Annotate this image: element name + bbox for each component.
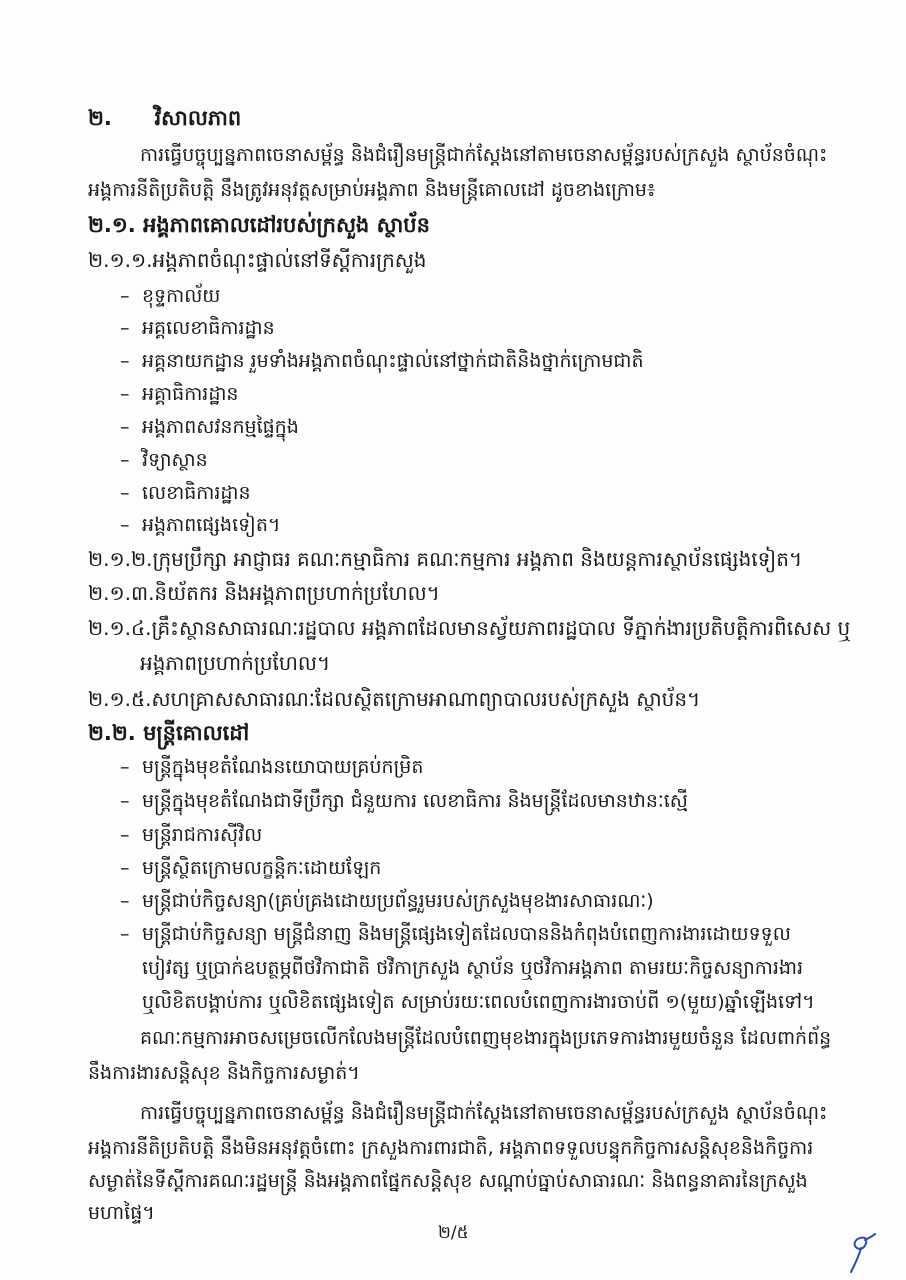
section-title: វិសាលភាព xyxy=(154,106,242,130)
subsection-number: ២.១. xyxy=(88,213,136,237)
intro-line-2: អង្គការនីតិប្រតិបត្តិ នឹងត្រូវអនុវត្តសម្រាប់អង្គភាព និងមន្ត្រីគោលដៅ ដូចខាងក្រោម៖ xyxy=(88,179,656,201)
list-item: – លេខាធិការដ្ឋាន xyxy=(120,482,251,504)
list-item: – មន្ត្រីជាប់កិច្ចសន្យា មន្ត្រីជំនាញ និងមន្ត្រីផ្សេងទៀតដែលបាននិងកំពុងបំពេញការងារដោយទទួល xyxy=(120,923,791,945)
subsection-title: អង្គភាពគោលដៅរបស់ក្រសួង ស្ថាប័ន xyxy=(143,213,430,237)
item-2-1-4-continued: អង្គភាពប្រហាក់ប្រហែល។ xyxy=(140,651,331,675)
item-2-1-5: ២.១.៥.សហគ្រាសសាធារណៈដែលស្ថិតក្រោមអាណាព្យាបាលរបស់ក្រសួង ស្ថាប័ន។ xyxy=(88,687,701,711)
item-2-1-4: ២.១.៤.គ្រឹះស្ថានសាធារណៈរដ្ឋបាល អង្គភាពដែលមានស្វ័យភាពរដ្ឋបាល ទីភ្នាក់ងារប្រតិបត្តិការពិសេស ឬ xyxy=(88,616,851,640)
list-item-continued: ឬលិខិតបង្គាប់ការ ឬលិខិតផ្សេងទៀត សម្រាប់រយៈពេលបំពេញការងារចាប់ពី ១(មួយ)ឆ្នាំឡើងទៅ។ xyxy=(142,991,815,1013)
list-item: – មន្ត្រីជាប់កិច្ចសន្យា(គ្រប់គ្រងដោយប្រព័ន្ធរួមរបស់ក្រសួងមុខងារសាធារណៈ) xyxy=(120,890,654,912)
intro-line-1: ការធ្វើបច្ចុប្បន្នភាពចេនាសម្ព័ន្ធ និងជំរឿនមន្ត្រីជាក់ស្តែងនៅតាមចេនាសម្ព័ន្ធរបស់ក្រសួង ស្ថាប័នចំណុះ xyxy=(140,144,828,166)
list-item: – អង្គភាពផ្សេងទៀត។ xyxy=(120,514,281,536)
page-number: ២/៥ xyxy=(438,1223,469,1243)
list-item: – អង្គភាពសវនកម្មផ្ទៃក្នុង xyxy=(120,416,299,438)
section-heading xyxy=(88,103,241,133)
paragraph-2-line-1: ការធ្វើបច្ចុប្បន្នភាពចេនាសម្ព័ន្ធ និងជំរឿនមន្ត្រីជាក់ស្តែងនៅតាមចេនាសម្ព័ន្ធរបស់ក្រសួង ស្ថាប័នចំណុះ xyxy=(140,1102,828,1124)
subsection-title: មន្ត្រីគោលដៅ xyxy=(143,721,250,745)
list-item: – វិទ្យាស្ថាន xyxy=(120,449,208,471)
list-item: – អគ្គលេខាធិការដ្ឋាន xyxy=(120,317,275,339)
paragraph-2-line-4: មហាផ្ទៃ។ xyxy=(88,1202,155,1224)
list-item: – អគ្គនាយកដ្ឋាន រួមទាំងអង្គភាពចំណុះផ្ទាល់នៅថ្នាក់ជាតិនិងថ្នាក់ក្រោមជាតិ xyxy=(120,350,644,372)
subsection-heading-2-2 xyxy=(88,718,249,748)
handwritten-initial-icon xyxy=(843,1232,877,1276)
item-2-1-1-heading: ២.១.១.អង្គភាពចំណុះផ្ទាល់នៅទីស្តីការក្រសួង xyxy=(88,248,427,272)
subsection-heading-2-1 xyxy=(88,210,430,240)
paragraph-2-line-2: អង្គការនីតិប្រតិបត្តិ នឹងមិនអនុវត្តចំពោះ ក្រសួងការពារជាតិ, អង្គភាពទទួលបន្ទុកកិច្ចការសន្តិសុខនិងកិច្ចការ xyxy=(88,1137,814,1159)
item-2-1-2: ២.១.២.ក្រុមប្រឹក្សា អាជ្ញាធរ គណៈកម្មាធិការ គណៈកម្មការ អង្គភាព និងយន្តការស្ថាប័នផ្សេងទៀត។ xyxy=(88,547,803,571)
list-item: – អគ្គាធិការដ្ឋាន xyxy=(120,383,239,405)
list-item: – មន្ត្រីរាជការស៊ីវិល xyxy=(120,824,263,846)
list-item: – មន្ត្រីក្នុងមុខតំណែងជាទីប្រឹក្សា ជំនួយការ លេខាធិការ និងមន្ត្រីដែលមានឋានៈស្មើ xyxy=(120,790,688,812)
paragraph-1-line-1: គណៈកម្មការអាចសម្រេចលើកលែងមន្ត្រីដែលបំពេញមុខងារក្នុងប្រភេទការងារមួយចំនួន ដែលពាក់ព័ន្ធ xyxy=(140,1027,832,1049)
section-number: ២. xyxy=(88,106,112,130)
list-item: – មន្ត្រីក្នុងមុខតំណែងនយោបាយគ្រប់កម្រិត xyxy=(120,756,424,778)
list-item: – ខុទ្ទកាល័យ xyxy=(120,285,221,307)
item-2-1-3: ២.១.៣.និយ័តករ និងអង្គភាពប្រហាក់ប្រហែល។ xyxy=(88,581,440,605)
list-item: – មន្ត្រីស្ថិតក្រោមលក្ខន្តិកៈដោយឡែក xyxy=(120,857,382,879)
paragraph-2-line-3: សម្ងាត់នៃទីស្តីការគណៈរដ្ឋមន្ត្រី និងអង្គភាពផ្នែកសន្តិសុខ សណ្តាប់ធ្នាប់សាធារណៈ និងពន្ធនាគារនៃក្រសួង xyxy=(88,1170,808,1192)
subsection-number: ២.២. xyxy=(88,721,136,745)
list-item-continued: បៀវត្ស ឬប្រាក់ឧបត្ថម្ភពីថវិកាជាតិ ថវិកាក្រសួង ស្ថាប័ន ឬថវិកាអង្គភាព តាមរយៈកិច្ចសន្យាការងារ xyxy=(142,957,804,979)
paragraph-1-line-2: នឹងការងារសន្តិសុខ និងកិច្ចការសម្ងាត់។ xyxy=(88,1062,360,1084)
